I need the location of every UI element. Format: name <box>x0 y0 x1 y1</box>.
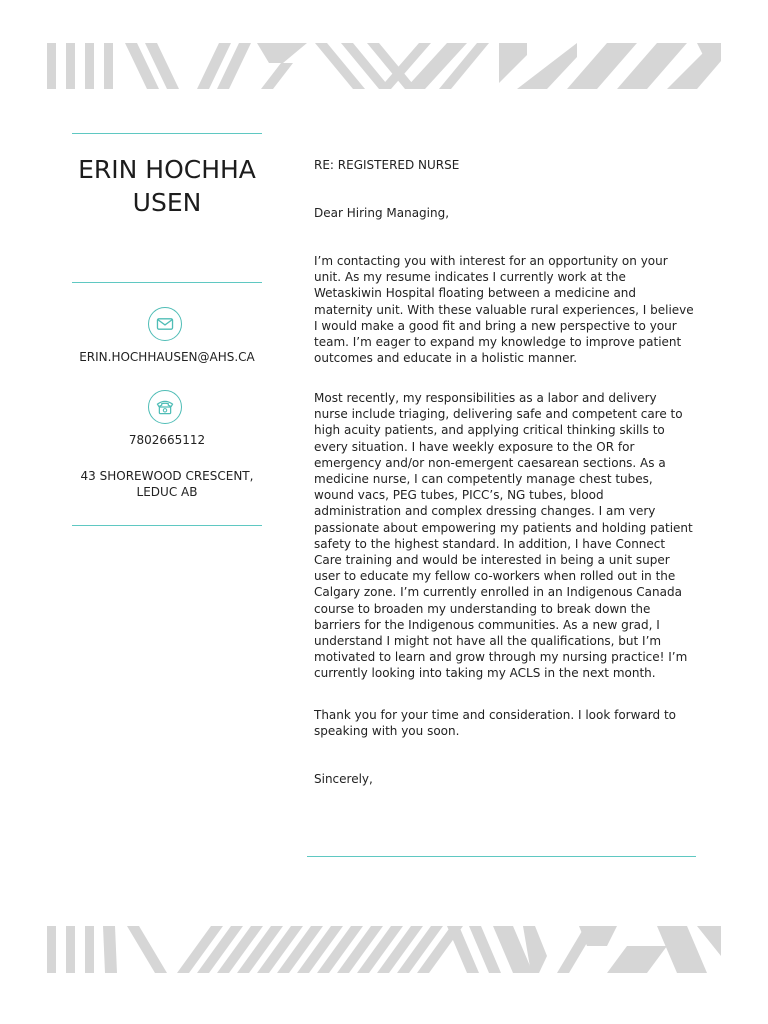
telephone-icon <box>148 390 182 424</box>
paragraph-text: I’m contacting you with interest for an opportunity on your unit. As my resume indicates I currently work at the Wetaskiwin Hospital floating between a medicine and maternity unit. With these valuable rural experiences, I believe I would make a good fit and bring a new perspective to your team. I’m eager to expand my knowledge to improve patient outcomes and educate in a holistic manner. <box>314 254 694 366</box>
letter-paragraph <box>314 390 694 682</box>
subject-line: RE: REGISTERED NURSE <box>314 158 460 172</box>
header-pattern-band <box>47 43 721 89</box>
salutation: Dear Hiring Managing, <box>314 206 450 220</box>
stripe-pattern-bottom <box>47 926 721 973</box>
mailing-address: 43 SHOREWOOD CRESCENT, LEDUC AB <box>80 469 254 499</box>
paragraph-text: Most recently, my responsibilities as a labor and delivery nurse include triaging, delivering safe and competent care to high acuity patients, and applying critical thinking skills to every situation. I have weekly exposure to the OR for emergency and/or non-emergent caesarean sections. As a medicine nurse, I can competently manage chest tubes, wound vacs, PEG tubes, PICC’s, NG tubes, blood administration and complex dressing changes. I am very passionate about empowering my patients and holding patient safety to the highest standard. In addition, I have Connect Care training and would be interested in being a unit super user to educate my fellow co-workers when rolled out in the Calgary zone. I’m currently enrolled in an Indigenous Canada course to broaden my understanding to break down the barriers for the Indigenous communities. As a new grad, I understand I might not have all the qualifications, but I’m motivated to learn and grow through my nursing practice! I’m currently looking into taking my ACLS in the next month. <box>314 391 693 681</box>
sidebar-bottom-divider <box>72 525 262 526</box>
envelope-icon <box>148 307 182 341</box>
email-address[interactable]: ERIN.HOCHHAUSEN@AHS.CA <box>79 350 255 364</box>
footer-pattern-band <box>47 926 721 973</box>
phone-number[interactable]: 7802665112 <box>128 433 206 447</box>
letter-paragraph <box>314 707 694 739</box>
sidebar-middle-divider <box>72 282 262 283</box>
sidebar-top-divider <box>72 133 262 134</box>
letter-paragraph <box>314 253 694 366</box>
paragraph-text: Thank you for your time and consideration. I look forward to speaking with you soon. <box>314 708 676 739</box>
applicant-name: ERIN HOCHHAUSEN <box>78 155 256 217</box>
stripe-pattern-top <box>47 43 721 89</box>
closing-line: Sincerely, <box>314 772 373 786</box>
signature-divider <box>307 856 696 857</box>
